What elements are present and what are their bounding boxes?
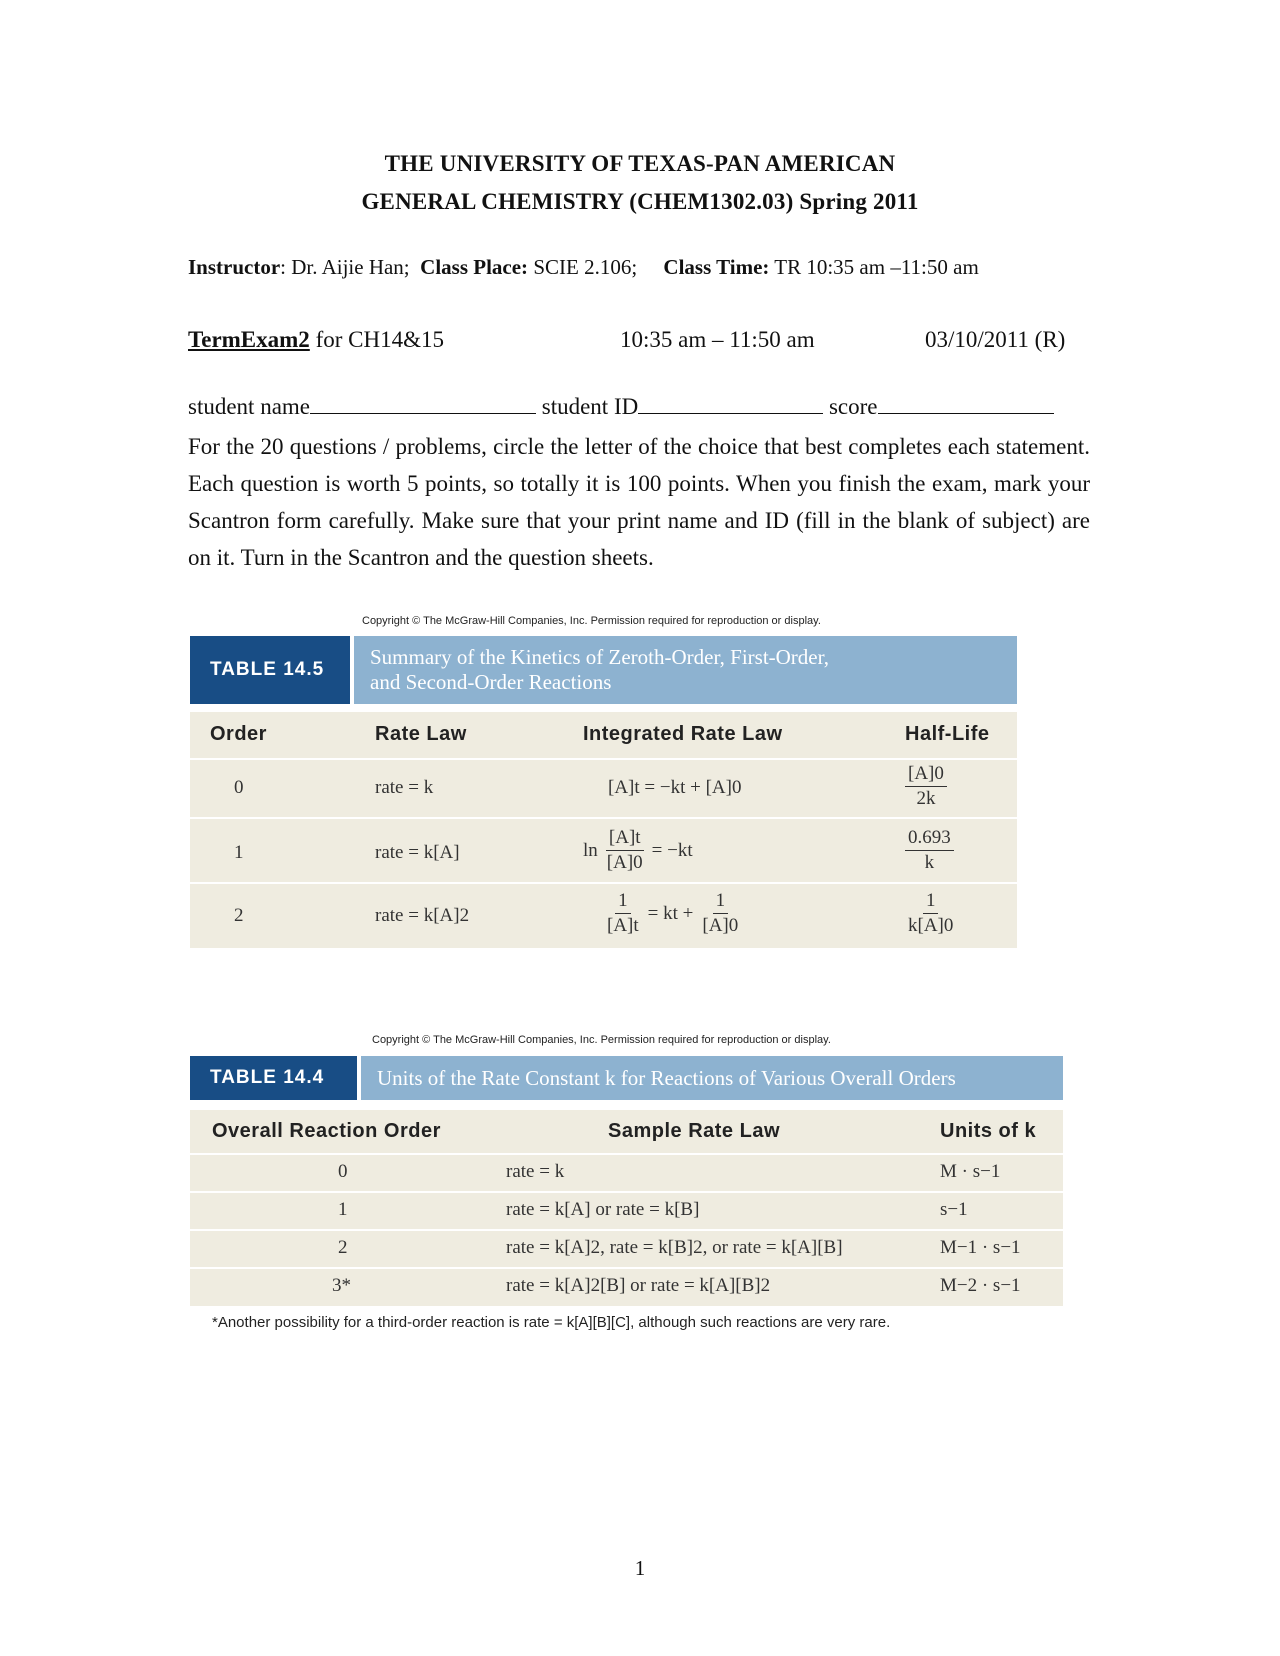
table2-body: [190, 1110, 1063, 1306]
table1-row1-half-life: [905, 826, 954, 875]
table2-row3-order: 3*: [332, 1275, 351, 1296]
course-title: GENERAL CHEMISTRY (CHEM1302.03) Spring 2011: [361, 189, 919, 214]
class-time-value: TR 10:35 am –11:50 am: [769, 255, 979, 279]
row-divider: [190, 882, 1017, 884]
table1-row2-rate-law: rate = k[A]2: [375, 905, 470, 926]
row-divider: [190, 1229, 1063, 1231]
row-divider: [190, 1267, 1063, 1269]
table2-row1-rate-law: rate = k[A] or rate = k[B]: [506, 1199, 700, 1220]
row-divider: [190, 1153, 1063, 1155]
table2-row1-order: 1: [338, 1199, 348, 1220]
table1-header: [190, 636, 1017, 704]
table2-colhead-rate-law: Sample Rate Law: [608, 1120, 781, 1142]
table1-row2-half-life: [905, 889, 956, 938]
fraction-numerator: [A]0: [905, 762, 947, 787]
table1-row1-integrated: [583, 826, 693, 875]
score-label: score: [828, 394, 878, 419]
table1-copyright: Copyright © The McGraw-Hill Companies, Inc. Permission required for reproduction or display.: [362, 615, 821, 627]
table2-label: TABLE 14.4: [190, 1056, 357, 1100]
student-fields: [188, 393, 1054, 420]
table2-row1-units: s−1: [940, 1199, 968, 1220]
fraction-denominator: [A]0: [702, 915, 739, 936]
student-name-label: student name: [188, 394, 310, 419]
table2-row0-order: 0: [338, 1161, 348, 1182]
table2-footnote: *Another possibility for a third-order reaction is rate = k[A][B][C], although such reactions are very rare.: [212, 1314, 891, 1331]
table2-caption: Units of the Rate Constant k for Reactions of Various Overall Orders: [361, 1056, 1063, 1100]
table2-row2-units: M−1 · s−1: [940, 1237, 1021, 1258]
table1-row0-order: 0: [234, 777, 244, 798]
table2-row0-rate-law: rate = k: [506, 1161, 565, 1182]
row-divider: [190, 1191, 1063, 1193]
table1-label: TABLE 14.5: [190, 636, 350, 704]
fraction-denominator: k[A]0: [908, 915, 954, 936]
table2-row2-rate-law: rate = k[A]2, rate = k[B]2, or rate = k[A][B]: [506, 1237, 843, 1258]
exam-time: 10:35 am – 11:50 am: [620, 327, 815, 352]
table1-row2-integrated: [604, 889, 741, 938]
table1-row0-rate-law: rate = k: [375, 777, 434, 798]
equation-rhs: = −kt: [651, 839, 693, 861]
table1-row0-half-life: [905, 762, 947, 811]
instructor-value: : Dr. Aijie Han;: [280, 255, 410, 279]
row-divider: [190, 817, 1017, 819]
student-name-blank[interactable]: [310, 393, 536, 414]
fraction-numerator: 0.693: [905, 826, 954, 851]
table2-header: [190, 1056, 1063, 1100]
table2-row2-order: 2: [338, 1237, 348, 1258]
fraction-denominator: [A]0: [606, 852, 643, 873]
equation-middle: = kt +: [647, 902, 694, 924]
fraction-denominator: [A]t: [607, 915, 639, 936]
university-title: THE UNIVERSITY OF TEXAS-PAN AMERICAN: [384, 151, 896, 176]
exam-name: TermExam2: [188, 327, 310, 352]
table2-colhead-order: Overall Reaction Order: [212, 1120, 441, 1142]
fraction-denominator: k: [924, 852, 935, 873]
student-id-blank[interactable]: [638, 393, 823, 414]
table2-copyright: Copyright © The McGraw-Hill Companies, Inc. Permission required for reproduction or display.: [372, 1034, 831, 1046]
exam-title: [188, 327, 444, 353]
table1-caption: [354, 636, 1017, 704]
page-number: 1: [634, 1556, 646, 1580]
class-time-label: Class Time:: [663, 255, 770, 279]
class-place-label: Class Place:: [420, 255, 529, 279]
table1-colhead-order: Order: [210, 723, 267, 745]
class-place-value: SCIE 2.106;: [528, 255, 638, 279]
table2-colhead-units: Units of k: [940, 1120, 1037, 1142]
student-id-label: student ID: [541, 394, 639, 419]
table1-colhead-half-life: Half-Life: [905, 723, 990, 745]
table1-row0-integrated: [A]t = −kt + [A]0: [608, 777, 742, 798]
ln-symbol: ln: [583, 839, 598, 861]
table2-row3-rate-law: rate = k[A]2[B] or rate = k[A][B]2: [506, 1275, 771, 1296]
fraction-denominator: 2k: [916, 788, 936, 809]
fraction-numerator: 1: [713, 889, 729, 914]
fraction-numerator: 1: [923, 889, 939, 914]
table1-caption-line2: and Second-Order Reactions: [370, 670, 612, 694]
table1-row1-order: 1: [234, 842, 244, 863]
row-divider: [190, 758, 1017, 760]
table2-row3-units: M−2 · s−1: [940, 1275, 1021, 1296]
table1-row1-rate-law: rate = k[A]: [375, 842, 460, 863]
exam-chapters: for CH14&15: [309, 327, 444, 352]
class-info: [188, 255, 979, 280]
instructor-label: Instructor: [188, 255, 281, 279]
instructions-paragraph: For the 20 questions / problems, circle the letter of the choice that best completes each statement. Each question is worth 5 points, so totally it is 100 points. When you finish the exam, mark your Scantron form carefully. Make sure that your print name and ID (fill in the blank of subject) are on it. Turn in the Scantron and the question sheets.: [188, 434, 1090, 570]
exam-date: 03/10/2011 (R): [925, 327, 1066, 352]
table1-colhead-rate-law: Rate Law: [375, 723, 467, 745]
fraction-numerator: 1: [615, 889, 631, 914]
table2-row0-units: M · s−1: [940, 1161, 1001, 1182]
fraction-numerator: [A]t: [606, 826, 644, 851]
table1-body: [190, 712, 1017, 948]
score-blank[interactable]: [878, 393, 1054, 414]
table1-caption-line1: Summary of the Kinetics of Zeroth-Order, First-Order,: [370, 645, 830, 669]
table1-colhead-integrated: Integrated Rate Law: [583, 723, 783, 745]
table1-row2-order: 2: [234, 905, 244, 926]
